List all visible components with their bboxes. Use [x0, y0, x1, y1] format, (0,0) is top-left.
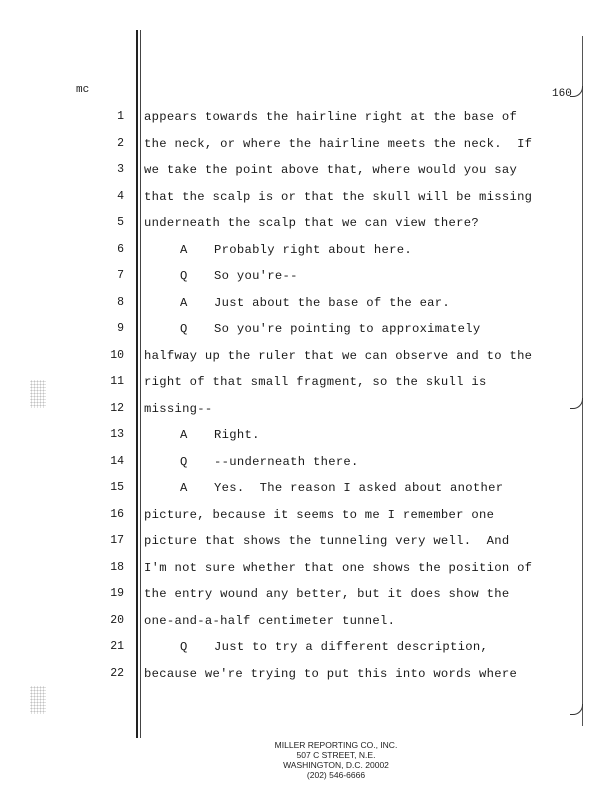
line-text — [144, 188, 532, 206]
line-body: Right. — [214, 428, 260, 442]
line-number: 12 — [110, 401, 124, 415]
line-number: 1 — [117, 110, 124, 123]
transcript-line — [0, 612, 612, 630]
speaker-label: Q — [180, 322, 188, 336]
transcript-line — [0, 347, 612, 365]
transcript-line — [0, 241, 612, 259]
line-text — [180, 241, 412, 259]
transcript-line — [0, 400, 612, 418]
line-text — [144, 506, 494, 524]
line-number: 5 — [117, 216, 124, 229]
line-number: 19 — [110, 587, 124, 600]
line-body: appears towards the hairline right at the base of — [144, 110, 518, 124]
footer-city: WASHINGTON, D.C. 20002 — [283, 760, 389, 770]
line-body: we take the point above that, where would you say — [144, 163, 518, 177]
line-number: 6 — [117, 242, 124, 256]
transcript-line — [0, 214, 612, 232]
line-text — [144, 665, 517, 683]
line-text — [144, 135, 532, 153]
line-body: one-and-a-half centimeter tunnel. — [144, 613, 396, 628]
line-body: missing-- — [144, 401, 213, 416]
line-number: 10 — [110, 348, 124, 362]
line-body: that the scalp is or that the skull will be missing — [144, 189, 533, 204]
line-number: 22 — [110, 666, 124, 680]
line-text — [180, 453, 359, 471]
line-text — [144, 373, 487, 391]
line-text — [180, 294, 450, 312]
line-text — [144, 108, 517, 126]
line-body: So you're-- — [214, 269, 298, 283]
line-body: I'm not sure whether that one shows the position of — [144, 560, 533, 575]
speaker-label: Q — [180, 269, 188, 283]
line-number: 2 — [117, 136, 124, 150]
transcript-line — [0, 161, 612, 179]
line-body: halfway up the ruler that we can observe and to the — [144, 348, 533, 363]
line-body: the entry wound any better, but it does show the — [144, 587, 510, 601]
footer-phone: (202) 546-6666 — [306, 770, 366, 780]
footer-street: 507 C STREET, N.E. — [296, 750, 376, 760]
line-body: Just about the base of the ear. — [214, 295, 451, 310]
transcript-line — [0, 559, 612, 577]
line-body: Probably right about here. — [214, 242, 412, 257]
footer-company: MILLER REPORTING CO., INC. — [274, 740, 398, 750]
line-text — [144, 161, 517, 179]
transcript-line — [0, 294, 612, 312]
speaker-label: A — [180, 295, 188, 310]
line-body: --underneath there. — [214, 454, 359, 469]
line-text — [180, 638, 488, 656]
line-number: 14 — [110, 454, 124, 468]
transcript-line — [0, 426, 612, 444]
speaker-label: A — [180, 242, 188, 257]
line-number: 4 — [117, 189, 124, 203]
line-body: the neck, or where the hairline meets the neck. If — [144, 136, 533, 151]
line-body: Just to try a different description, — [214, 640, 489, 654]
line-text — [144, 585, 509, 603]
line-text — [180, 267, 298, 285]
line-text — [180, 426, 260, 444]
transcript-line — [0, 638, 612, 656]
line-text — [144, 214, 479, 232]
line-body: right of that small fragment, so the skull is — [144, 375, 487, 389]
line-text — [180, 479, 503, 497]
line-number: 18 — [110, 560, 124, 574]
line-text — [144, 612, 395, 630]
speaker-label: A — [180, 481, 188, 495]
transcript-line — [0, 506, 612, 524]
line-number: 7 — [117, 269, 124, 282]
line-number: 20 — [110, 613, 124, 627]
transcript-line — [0, 585, 612, 603]
speaker-label: Q — [180, 640, 188, 654]
transcript-line — [0, 532, 612, 550]
transcript-line — [0, 373, 612, 391]
line-body: picture that shows the tunneling very well. And — [144, 534, 510, 548]
line-body: Yes. The reason I asked about another — [214, 481, 504, 495]
transcript-line — [0, 453, 612, 471]
line-body: because we're trying to put this into words where — [144, 666, 518, 681]
line-text — [144, 559, 532, 577]
reporter-initials: mc — [76, 84, 90, 96]
line-number: 9 — [117, 322, 124, 335]
transcript-line — [0, 665, 612, 683]
line-number: 21 — [110, 640, 124, 653]
reporter-footer — [0, 740, 612, 780]
line-text — [144, 400, 213, 418]
line-number: 15 — [110, 481, 124, 494]
line-text — [144, 532, 509, 550]
transcript-line — [0, 479, 612, 497]
transcript-line — [0, 188, 612, 206]
line-text — [180, 320, 480, 338]
line-number: 8 — [117, 295, 124, 309]
line-body: So you're pointing to approximately — [214, 322, 481, 336]
line-body: underneath the scalp that we can view there? — [144, 216, 480, 230]
speaker-label: Q — [180, 454, 188, 469]
scan-artifact — [30, 686, 46, 714]
transcript-line — [0, 108, 612, 126]
transcript-line — [0, 135, 612, 153]
transcript-line — [0, 267, 612, 285]
transcript-line — [0, 320, 612, 338]
line-text — [144, 347, 532, 365]
speaker-label: A — [180, 428, 188, 442]
line-number: 11 — [110, 375, 124, 388]
line-body: picture, because it seems to me I remember one — [144, 507, 495, 522]
page-number: 160 — [552, 88, 572, 100]
line-number: 16 — [110, 507, 124, 521]
line-number: 17 — [110, 534, 124, 547]
line-number: 13 — [110, 428, 124, 441]
line-number: 3 — [117, 163, 124, 176]
